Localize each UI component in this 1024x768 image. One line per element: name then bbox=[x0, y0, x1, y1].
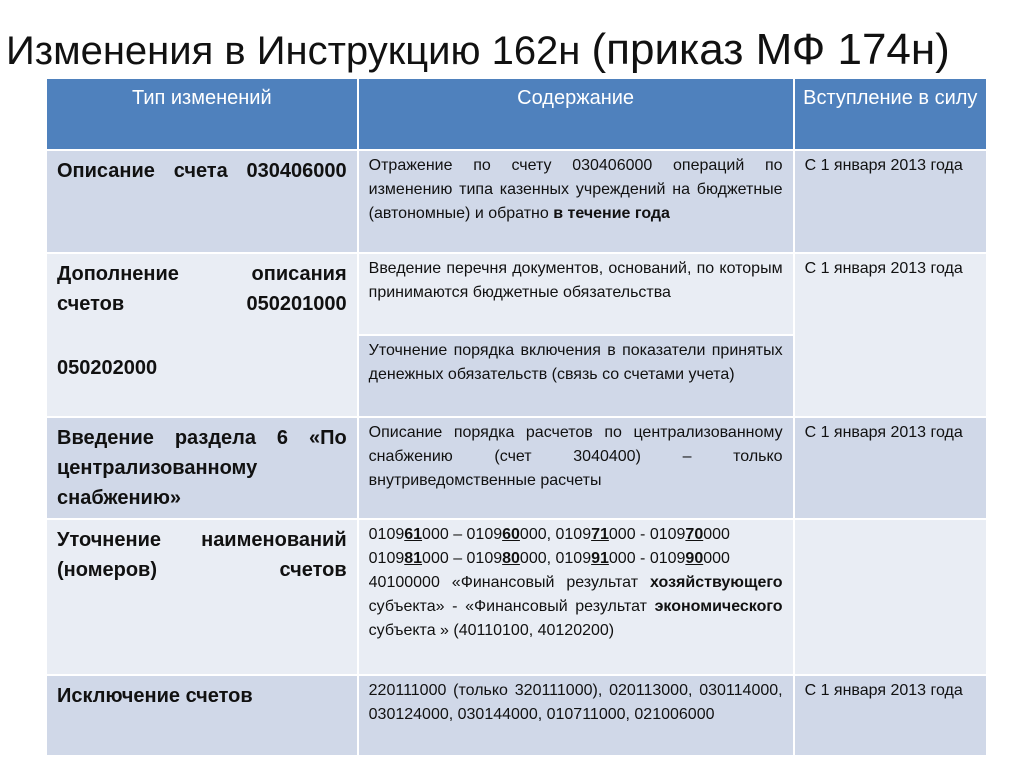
title-part-2: (приказ МФ 174н) bbox=[591, 25, 950, 74]
row-content: Описание порядка расчетов по централизованному снабжению (счет 3040400) – только внутриведомственные расчеты bbox=[358, 417, 794, 519]
row-content: Введение перечня документов, оснований, по которым принимаются бюджетные обязательства bbox=[358, 253, 794, 335]
header-effective-date: Вступление в силу bbox=[794, 78, 987, 150]
table-header-row bbox=[46, 78, 987, 150]
account-line-2: 010981000 – 010980000, 010991000 - 010990000 bbox=[368, 550, 730, 567]
row-type bbox=[46, 253, 358, 417]
table-row bbox=[46, 417, 987, 519]
row-content: 220111000 (только 320111000), 020113000, 030114000, 030124000, 030144000, 010711000, 021006000 bbox=[358, 675, 794, 756]
row-date bbox=[794, 519, 987, 675]
row-date: С 1 января 2013 года bbox=[794, 675, 987, 756]
row-type-line-a: Дополнение описания счетов 050201000 bbox=[57, 263, 347, 315]
row-type: Исключение счетов bbox=[46, 675, 358, 756]
row-content bbox=[358, 150, 794, 253]
header-type: Тип изменений bbox=[46, 78, 358, 150]
row-content-bold: в течение года bbox=[553, 205, 670, 222]
row-content: Уточнение порядка включения в показатели принятых денежных обязательств (связь со счетами учета) bbox=[358, 335, 794, 417]
row-type: Описание счета 030406000 bbox=[46, 150, 358, 253]
row-content-text: Отражение по счету 030406000 операций по изменению типа казенных учреждений на бюджетные (автономные) и обратно bbox=[368, 157, 783, 222]
table-row bbox=[46, 675, 987, 756]
row-content bbox=[358, 519, 794, 675]
table-row bbox=[46, 519, 987, 675]
row-date: С 1 января 2013 года bbox=[794, 417, 987, 519]
table-row bbox=[46, 253, 987, 335]
row-date: С 1 января 2013 года bbox=[794, 253, 987, 417]
slide-title bbox=[6, 26, 1018, 75]
row-type: Уточнение наименований (номеров) счетов bbox=[46, 519, 358, 675]
table-row bbox=[46, 150, 987, 253]
header-content: Содержание bbox=[358, 78, 794, 150]
row-date: С 1 января 2013 года bbox=[794, 150, 987, 253]
title-part-1: Изменения в Инструкцию 162н bbox=[6, 29, 592, 73]
row-type-line-b: 050202000 bbox=[57, 357, 158, 379]
row-type: Введение раздела 6 «По централизованному снабжению» bbox=[46, 417, 358, 519]
account-line-3: 40100000 «Финансовый результат хозяйствующего субъекта» - «Финансовый результат экономического субъекта » (40110100, 40120200) bbox=[368, 574, 783, 639]
changes-table bbox=[45, 77, 988, 757]
account-line-1: 010961000 – 010960000, 010971000 - 010970000 bbox=[368, 526, 730, 543]
